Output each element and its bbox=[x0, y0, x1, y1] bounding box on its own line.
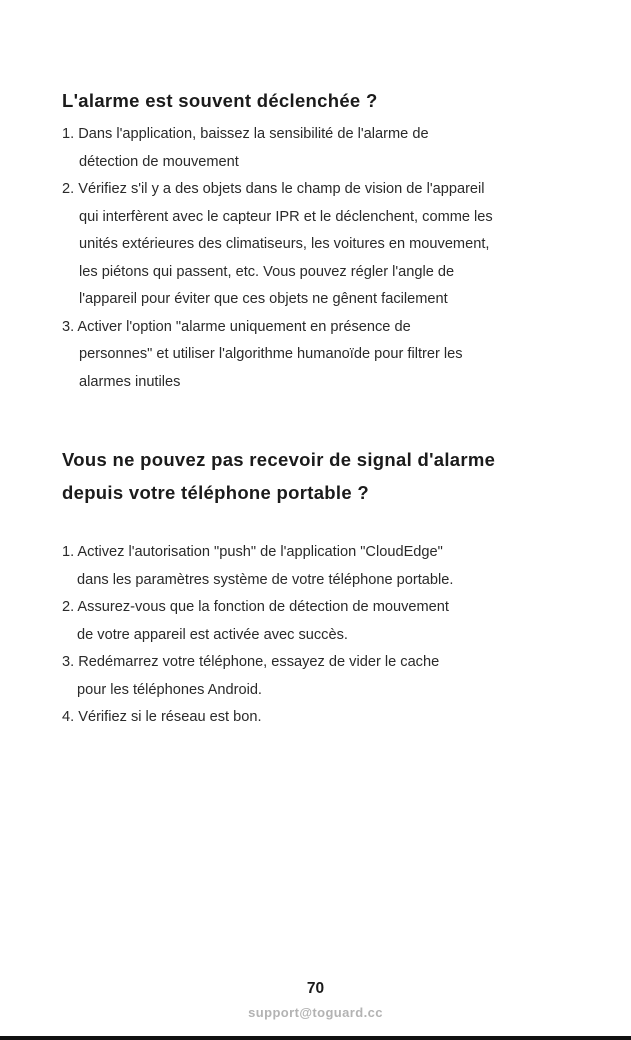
list-item-line: 2. Assurez-vous que la fonction de détection de mouvement bbox=[62, 599, 449, 615]
section-title-line-2: depuis votre téléphone portable ? bbox=[62, 482, 369, 503]
bottom-divider bbox=[0, 1036, 631, 1040]
list-item-line: 1. Dans l'application, baissez la sensibilité de l'alarme de bbox=[62, 126, 429, 142]
list-item-line: personnes" et utiliser l'algorithme humanoïde pour filtrer les bbox=[79, 346, 463, 362]
list-item-line: dans les paramètres système de votre téléphone portable. bbox=[77, 571, 454, 588]
list-item-line: détection de mouvement bbox=[79, 153, 239, 170]
faq-section-false-alarms-body bbox=[62, 125, 602, 395]
list-item-line: unités extérieures des climatiseurs, les voitures en mouvement, bbox=[79, 236, 490, 252]
list-item-line: 2. Vérifiez s'il y a des objets dans le champ de vision de l'appareil bbox=[62, 181, 485, 197]
faq-section-false-alarms bbox=[62, 90, 602, 112]
list-item-line: 1. Activez l'autorisation "push" de l'application "CloudEdge" bbox=[62, 544, 443, 560]
list-item-line: pour les téléphones Android. bbox=[77, 681, 262, 698]
list-item-line: 3. Redémarrez votre téléphone, essayez de vider le cache bbox=[62, 654, 440, 670]
list-item-line: 4. Vérifiez si le réseau est bon. bbox=[62, 709, 262, 725]
list-item-line: de votre appareil est activée avec succès. bbox=[77, 626, 348, 643]
support-email: support@toguard.cc bbox=[248, 1005, 383, 1020]
list-item-line: l'appareil pour éviter que ces objets ne gênent facilement bbox=[79, 291, 448, 307]
list-item-line: qui interfèrent avec le capteur IPR et le déclenchent, comme les bbox=[79, 208, 493, 225]
faq-section-no-alarm-signal bbox=[62, 449, 602, 504]
section-title-line-1: Vous ne pouvez pas recevoir de signal d'alarme bbox=[62, 449, 496, 470]
faq-section-no-alarm-signal-body bbox=[62, 543, 602, 733]
list-item-line: 3. Activer l'option "alarme uniquement en présence de bbox=[62, 318, 411, 335]
list-item-line: les piétons qui passent, etc. Vous pouvez régler l'angle de bbox=[79, 263, 455, 280]
page-number: 70 bbox=[306, 980, 325, 997]
section-title: L'alarme est souvent déclenchée ? bbox=[62, 90, 378, 111]
list-item-line: alarmes inutiles bbox=[79, 373, 181, 390]
